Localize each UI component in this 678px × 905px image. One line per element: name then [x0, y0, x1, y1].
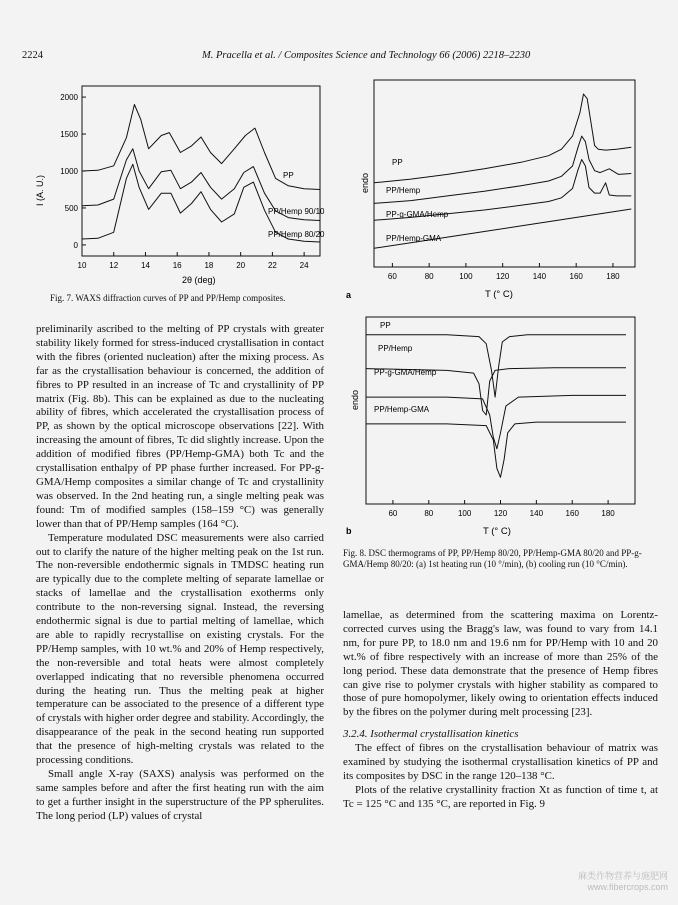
right-paragraph-1: lamellae, as determined from the scattering maxima on Lorentz-corrected curves using the Bragg's law, was found to vary from 14.1 nm, for pure PP, to 18.0 nm and 19.6 nm for PP/Hemp with 10 and 20 wt.% of fibre respectively with an increase of more than 25% of the long period. These data demonstrate that the presence of Hemp fibres can give rise to polymer crystals with higher stability as compared to those of pure homopolymer, likely owing to orientation effects induced by the fibres on the polymer during melt processing [23].	[343, 609, 658, 719]
x-tick-label: 12	[109, 261, 119, 270]
x-tick-label: 22	[267, 261, 277, 270]
x-tick-label: 14	[141, 261, 150, 270]
fig8a-xlabel: T (° C)	[485, 289, 513, 300]
x-tick-label: 60	[388, 509, 398, 518]
watermark-line-1: 麻类作物营养与施肥网	[577, 871, 668, 881]
watermark	[578, 871, 668, 893]
fig7-xlabel: 2θ (deg)	[182, 275, 216, 285]
fig7-label-pp: PP	[283, 171, 294, 180]
fig8a-panel: a	[346, 290, 352, 300]
y-tick-label: 2000	[60, 93, 78, 103]
x-tick-label: 24	[299, 261, 309, 270]
fig8b-label-pphemp: PP/Hemp	[378, 344, 413, 353]
x-tick-label: 160	[569, 272, 583, 281]
fig8b-xlabel: T (° C)	[483, 526, 511, 537]
right-column	[343, 609, 658, 812]
page-header	[22, 50, 656, 64]
fig8a-ylabel: endo	[360, 172, 370, 193]
x-tick-label: 18	[204, 261, 214, 270]
fig8a-axes	[374, 80, 635, 281]
y-tick-label: 1000	[60, 167, 78, 176]
fig8b-label-ppggma: PP-g-GMA/Hemp	[374, 368, 437, 377]
watermark-line-2: www.fibercrops.com	[587, 882, 668, 892]
series-line-pp-hemp-gma	[366, 422, 626, 477]
x-tick-label: 60	[387, 272, 397, 281]
y-tick-label: 0	[73, 240, 78, 250]
fig8a-dsc-heating-chart	[340, 75, 640, 310]
x-tick-label: 140	[529, 509, 544, 518]
x-tick-label: 160	[565, 509, 579, 518]
x-tick-label: 100	[459, 272, 473, 281]
fig8a-label-pphempgma: PP/Hemp-GMA	[386, 234, 442, 243]
y-tick-label: 1500	[60, 130, 78, 140]
x-tick-label: 140	[532, 272, 547, 281]
fig7-waxs-chart	[30, 80, 330, 290]
fig8b-ylabel: endo	[350, 389, 360, 410]
running-head: M. Pracella et al. / Composites Science and Technology 66 (2006) 2218–2230	[202, 50, 531, 61]
left-paragraph-3: Small angle X-ray (SAXS) analysis was performed on the same samples before and after the first heating run with the aim to get a further insight in the superstructure of the PP spherulites. The long period (LP) values of crystal	[36, 768, 324, 822]
fig7-caption: Fig. 7. WAXS diffraction curves of PP and PP/Hemp composites.	[50, 293, 286, 303]
fig7-label-hemp80: PP/Hemp 80/20	[268, 230, 325, 239]
fig8-caption: Fig. 8. DSC thermograms of PP, PP/Hemp 80/20, PP/Hemp-GMA 80/20 and PP-g-GMA/Hemp 80/20: (a) 1st heating run (10 °/min), (b) cooling run (10 °C/min).	[343, 548, 642, 569]
section-heading: 3.2.4. Isothermal crystallisation kinetics	[343, 728, 519, 741]
y-tick-label: 500	[64, 203, 78, 213]
x-tick-label: 180	[606, 272, 620, 281]
fig8a-curves	[374, 94, 631, 248]
fig8b-label-pphempgma: PP/Hemp-GMA	[374, 405, 430, 414]
x-tick-label: 120	[495, 272, 510, 281]
fig8b-label-pp: PP	[380, 321, 391, 330]
x-tick-label: 20	[236, 261, 246, 270]
series-line-pp	[374, 94, 631, 183]
fig7-ylabel: I (A. U.)	[35, 175, 45, 206]
left-column	[36, 323, 324, 824]
right-paragraph-2: The effect of fibres on the crystallisation behaviour of matrix was examined by studying the isothermal crystallisation kinetics of PP and its composites by DSC in the range 120–138 °C.	[343, 742, 658, 782]
page-number: 2224	[22, 50, 43, 61]
x-tick-label: 10	[77, 261, 87, 270]
fig8a-label-pp: PP	[392, 158, 403, 167]
fig8b-dsc-cooling-chart	[340, 312, 640, 542]
fig8a-label-ppggma: PP-g-GMA/Hemp	[386, 210, 449, 219]
right-paragraph-3: Plots of the relative crystallinity fraction Xt as function of time t, at Tc = 125 °C and 135 °C, are reported in Fig. 9	[343, 783, 658, 810]
fig8b-panel: b	[346, 526, 352, 536]
fig8a-label-pphemp: PP/Hemp	[386, 186, 421, 195]
x-tick-label: 80	[424, 509, 434, 518]
fig7-label-hemp90: PP/Hemp 90/10	[268, 207, 325, 216]
x-tick-label: 120	[493, 509, 508, 518]
left-paragraph-1: preliminarily ascribed to the melting of PP crystals with greater stability likely formed for stress-induced crystallisation in contact with the fibres (oriented nucleation) after the mixing process. As far as the crystallisation behaviour is concerned, the addition of fibres to PP resulted in an increase of Tc and crystallinity of PP matrix (Fig. 8b). This can be explained as due to the nucleating ability of fibres, which accelerated the crystallisation process of PP, as shown by the optical microscope observations [22]. With increasing the amount of fibres, Tc did slightly increase. Upon the addition of modified fibres (PP/Hemp-GMA) both Tc and the crystallisation enthalpy of PP phase further increased. For PP-g-GMA/Hemp composites a similar change of Tc and crystallinity was observed. In the 2nd heating run, a single melting peak was found: Tm of modified samples (158–159 °C) was generally lower than that of PP/Hemp samples (164 °C).	[36, 323, 324, 530]
x-tick-label: 180	[601, 509, 615, 518]
x-tick-label: 100	[457, 509, 472, 518]
left-paragraph-2: Temperature modulated DSC measurements were also carried out to clarify the nature of the higher melting peak on the 1st run. The non-reversible endothermic signals in TMDSC heating run are typically due to the complete melting of separate lamellae or stacks of lamellae and the crystallisation exotherms only contribute to the non-reversing signal. Instead, the reversing endothermic signal is due to partial melting of lamellae, which are able to rapidly recrystallise on existing crystals. For the PP/Hemp samples, with 10 wt.% and 20% of Hemp respectively, the non-reversible and total heats were almost completely overlapped indicating that no reversible phenomena occurred during the heating run. Thus the melting peak at higher temperature can be associated to the presence of a different type of crystals with higher order degree and stability. Accordingly, the disappearance of the peak in the second heating run supported that the presence of high-melting crystals was related to the processing conditions.	[36, 531, 325, 767]
x-tick-label: 80	[424, 272, 434, 281]
x-tick-label: 16	[172, 261, 182, 270]
fig7-axes	[60, 86, 320, 270]
